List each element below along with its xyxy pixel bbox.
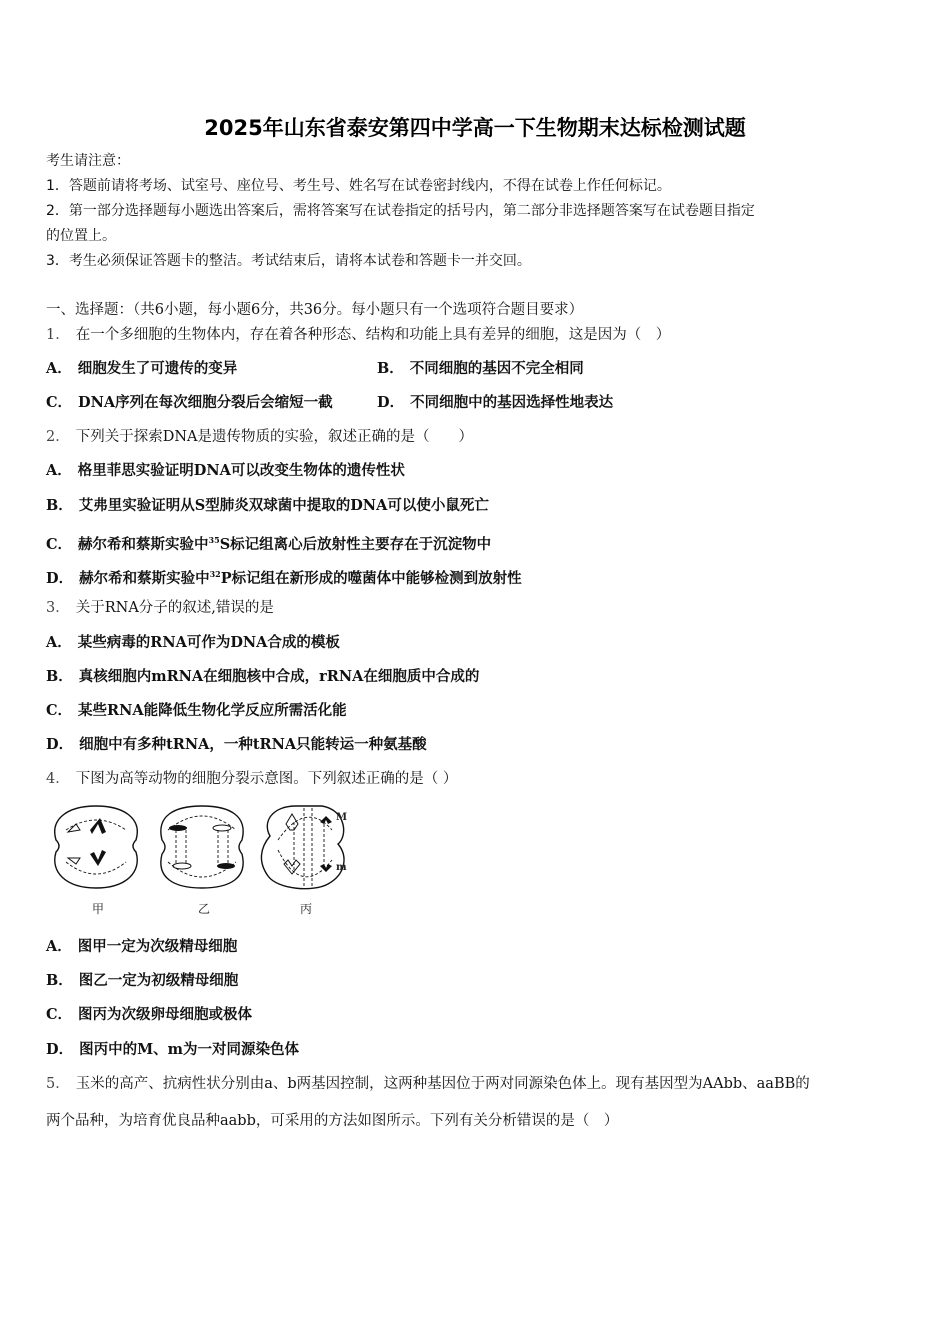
question-stem: 下图为高等动物的细胞分裂示意图。下列叙述正确的是（ ） [75,771,458,787]
option-text: 真核细胞内mRNA在细胞核中合成，rRNA在细胞质中合成的 [78,668,480,685]
option-text: 不同细胞中的基因选择性地表达 [410,394,614,411]
question-stem: 下列关于探索DNA是遗传物质的实验，叙述正确的是（ ） [75,429,474,445]
option-label: D． [46,736,74,753]
option-label: B． [46,972,73,989]
exam-title: 2025年山东省泰安第四中学高一下生物期末达标检测试题 [204,116,746,140]
option-label: C． [46,702,73,719]
isotope-superscript: 35 [208,535,220,545]
q2-option-b[interactable] [46,496,489,516]
option-text: 赫尔希和蔡斯实验中 [79,570,210,587]
q4-option-d[interactable] [46,1040,299,1060]
question-5-cont: 两个品种，为培育优良品种aabb，可采用的方法如图所示。下列有关分析错误的是（ ） [46,1113,619,1129]
option-text: DNA序列在每次细胞分裂后会缩短一截 [78,394,333,411]
option-text: 图丙中的M、m为一对同源染色体 [79,1041,299,1058]
figure-label-yi: 乙 [198,902,211,916]
option-text: 艾弗里实验证明从S型肺炎双球菌中提取的DNA可以使小鼠死亡 [78,497,489,514]
question-number: 5． [46,1076,70,1092]
option-label: C． [46,536,73,553]
option-text: P标记组在新形成的噬菌体中能够检测到放射性 [220,570,522,587]
q2-option-a[interactable] [46,461,405,481]
option-text: 某些病毒的RNA可作为DNA合成的模板 [77,634,340,651]
option-label: B． [46,668,73,685]
option-label: A． [46,360,72,377]
q3-option-a[interactable] [46,633,340,653]
question-number: 2． [46,429,70,445]
question-number: 3． [46,600,70,616]
option-text: 图丙为次级卵母细胞或极体 [78,1006,253,1023]
option-label: C． [46,1006,73,1023]
notice-heading: 考生请注意： [46,153,130,169]
option-label: A． [46,634,72,651]
q1-option-b[interactable] [377,359,584,379]
q1-option-c[interactable] [46,393,333,413]
q1-option-d[interactable] [377,393,613,413]
notice-item-2-cont: 的位置上。 [46,228,116,244]
notice-item-2: 2．第一部分选择题每小题选出答案后，需将答案写在试卷指定的括号内，第二部分非选择题答案写在试卷题目指定 [46,203,755,219]
question-stem: 关于RNA分子的叙述,错误的是 [75,600,274,616]
option-label: A． [46,462,72,479]
q4-option-b[interactable] [46,971,238,991]
option-label: D． [46,570,74,587]
option-text: 格里菲思实验证明DNA可以改变生物体的遗传性状 [77,462,405,479]
option-label: A． [46,938,72,955]
question-1 [46,325,670,345]
q3-option-b[interactable] [46,667,479,687]
section-heading: 一、选择题：（共6小题，每小题6分，共36分。每小题只有一个选项符合题目要求） [46,302,584,318]
q3-option-c[interactable] [46,701,347,721]
question-5 [46,1074,810,1094]
option-text: 不同细胞的基因不完全相同 [409,360,584,377]
cell-division-figure [46,800,396,918]
option-label: D． [46,1041,74,1058]
figure-label-jia: 甲 [92,902,105,916]
q3-option-d[interactable] [46,735,427,755]
option-label: C． [46,394,73,411]
question-4 [46,769,457,789]
figure-label-bing: 丙 [300,902,313,916]
option-label: B． [46,497,73,514]
notice-item-1: 1．答题前请将考场、试室号、座位号、考生号、姓名写在试卷密封线内，不得在试卷上作任何标记。 [46,178,671,194]
q4-option-a[interactable] [46,937,237,957]
q2-option-c[interactable] [46,530,491,555]
isotope-superscript: 32 [209,569,221,579]
option-text: 细胞中有多种tRNA，一种tRNA只能转运一种氨基酸 [79,736,427,753]
question-2 [46,427,473,447]
option-text: 细胞发生了可遗传的变异 [77,360,238,377]
option-label: B． [377,360,404,377]
option-text: 图乙一定为初级精母细胞 [78,972,239,989]
question-3 [46,598,274,618]
option-text: S标记组离心后放射性主要存在于沉淀物中 [219,536,492,553]
q1-option-a[interactable] [46,359,237,379]
gene-label-M: M [336,812,348,823]
q2-option-d[interactable] [46,564,522,589]
option-label: D． [377,394,405,411]
option-text: 图甲一定为次级精母细胞 [77,938,238,955]
question-stem: 在一个多细胞的生物体内，存在着各种形态、结构和功能上具有差异的细胞，这是因为（ ） [75,327,671,343]
question-stem: 玉米的高产、抗病性状分别由a、b两基因控制，这两种基因位于两对同源染色体上。现有基因型为AAbb、aaBB的 [75,1076,810,1092]
question-number: 1． [46,327,70,343]
option-text: 赫尔希和蔡斯实验中 [78,536,209,553]
notice-item-3: 3．考生必须保证答题卡的整洁。考试结束后，请将本试卷和答题卡一并交回。 [46,253,531,269]
question-number: 4． [46,771,70,787]
q4-option-c[interactable] [46,1005,252,1025]
gene-label-m: m [336,862,347,873]
option-text: 某些RNA能降低生物化学反应所需活化能 [78,702,347,719]
